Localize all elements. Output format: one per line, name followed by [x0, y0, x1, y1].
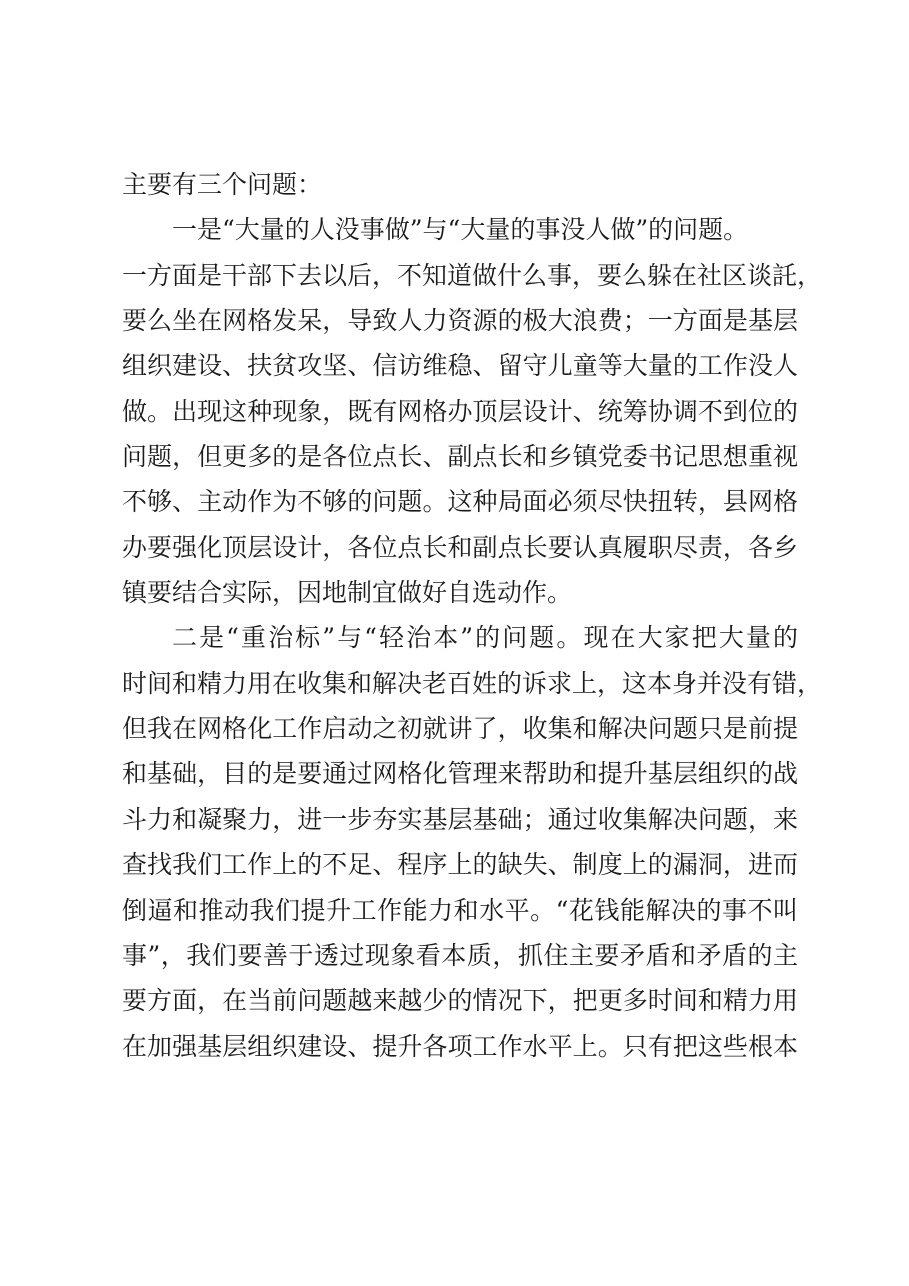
text-line: 主要有三个问题： [122, 170, 323, 199]
text-line: 查找我们工作上的不足、程序上的缺失、制度上的漏洞，进而 [122, 850, 798, 880]
text-line: 问题，但更多的是各位点长、副点长和乡镇党委书记思想重视 [122, 442, 798, 472]
text-line: 组织建设、扶贫攻坚、信访维稳、留守儿童等大量的工作没人 [122, 351, 798, 381]
text-line: 不够、主动作为不够的问题。这种局面必须尽快扭转，县网格 [122, 487, 798, 517]
document-body [122, 162, 823, 1069]
text-line: 在加强基层组织建设、提升各项工作水平上。只有把这些根本 [122, 1031, 798, 1061]
text-line: 倒逼和推动我们提升工作能力和水平。“花钱能解决的事不叫 [122, 895, 798, 925]
text-line: 斗力和凝聚力，进一步夯实基层基础；通过收集解决问题，来 [122, 804, 798, 834]
text-line: 时间和精力用在收集和解决老百姓的诉求上，这本身并没有错， [122, 668, 823, 698]
text-line: 二是“重治标”与“轻治本”的问题。现在大家把大量的 [172, 623, 798, 653]
text-line: 事”，我们要善于透过现象看本质，抓住主要矛盾和矛盾的主 [122, 940, 798, 970]
text-line: 办要强化顶层设计，各位点长和副点长要认真履职尽责，各乡 [122, 532, 798, 562]
text-line: 和基础，目的是要通过网格化管理来帮助和提升基层组织的战 [122, 759, 798, 789]
text-line: 做。出现这种现象，既有网格办顶层设计、统筹协调不到位的 [122, 396, 798, 426]
text-line: 一是“大量的人没事做”与“大量的事没人做”的问题。 [172, 215, 749, 245]
text-line: 要么坐在网格发呆，导致人力资源的极大浪费；一方面是基层 [122, 306, 798, 336]
text-line: 一方面是干部下去以后，不知道做什么事，要么躲在社区谈託， [122, 260, 823, 290]
text-line: 但我在网格化工作启动之初就讲了，收集和解决问题只是前提 [122, 714, 798, 744]
text-line: 镇要结合实际，因地制宜做好自选动作。 [122, 578, 573, 608]
text-line: 要方面，在当前问题越来越少的情况下，把更多时间和精力用 [122, 986, 798, 1016]
